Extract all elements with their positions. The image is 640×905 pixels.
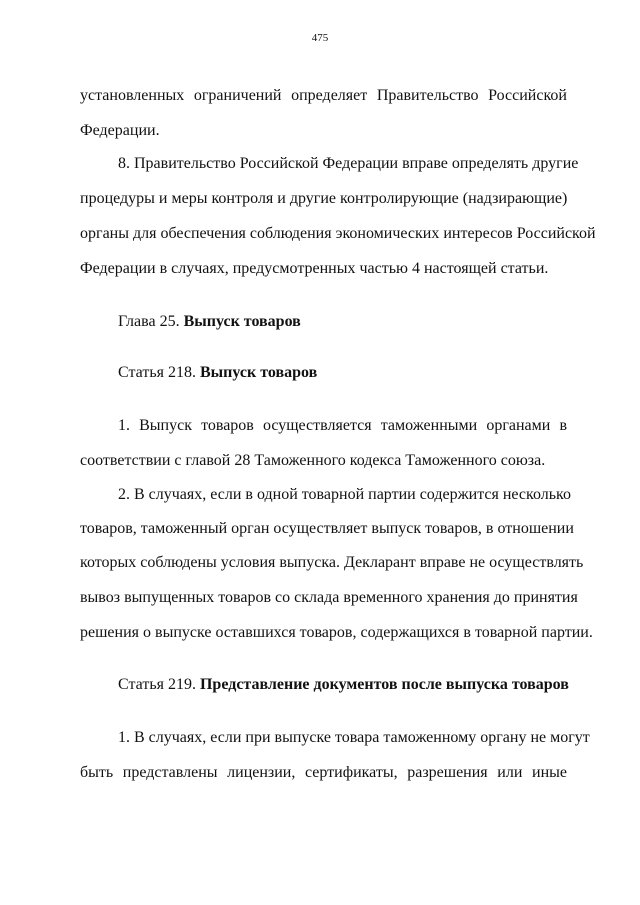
text-line: которых соблюдены условия выпуска. Декларант вправе не осуществлять	[80, 554, 584, 571]
article-219-heading	[118, 675, 605, 695]
article-219-title: Представление документов после выпуска товаров	[199, 676, 569, 693]
text-line: Федерации.	[80, 122, 160, 139]
text-line: 1. Выпуск товаров осуществляется таможенными органами в	[118, 417, 567, 434]
article-218-prefix: Статья 218.	[118, 364, 196, 381]
text-line: 8. Правительство Российской Федерации вправе определять другие	[118, 155, 579, 172]
text-line: быть представлены лицензии, сертификаты, разрешения или иные	[80, 764, 567, 781]
text-line: вывоз выпущенных товаров со склада временного хранения до принятия	[80, 589, 578, 606]
chapter-heading	[118, 312, 605, 332]
chapter-title: Выпуск товаров	[183, 313, 301, 330]
article-218-title: Выпуск товаров	[199, 364, 318, 381]
text-line: Федерации в случаях, предусмотренных частью 4 настоящей статьи.	[80, 260, 549, 277]
article-219-prefix: Статья 219.	[118, 676, 196, 693]
text-line: соответствии с главой 28 Таможенного кодекса Таможенного союза.	[80, 452, 546, 469]
text-line: установленных ограничений определяет Правительство Российской	[80, 87, 567, 104]
text-line: 1. В случаях, если при выпуске товара таможенному органу не могут	[118, 729, 590, 746]
text-line: товаров, таможенный орган осуществляет выпуск товаров, в отношении	[80, 520, 574, 537]
text-line: органы для обеспечения соблюдения экономических интересов Российской	[80, 225, 596, 242]
page-number: 475	[311, 32, 329, 44]
article-218-heading	[118, 363, 605, 383]
chapter-prefix: Глава 25.	[118, 313, 180, 330]
text-line: 2. В случаях, если в одной товарной партии содержится несколько	[118, 486, 571, 503]
text-line: решения о выпуске оставшихся товаров, содержащихся в товарной партии.	[80, 624, 593, 641]
text-line: процедуры и меры контроля и другие контролирующие (надзирающие)	[80, 190, 568, 207]
